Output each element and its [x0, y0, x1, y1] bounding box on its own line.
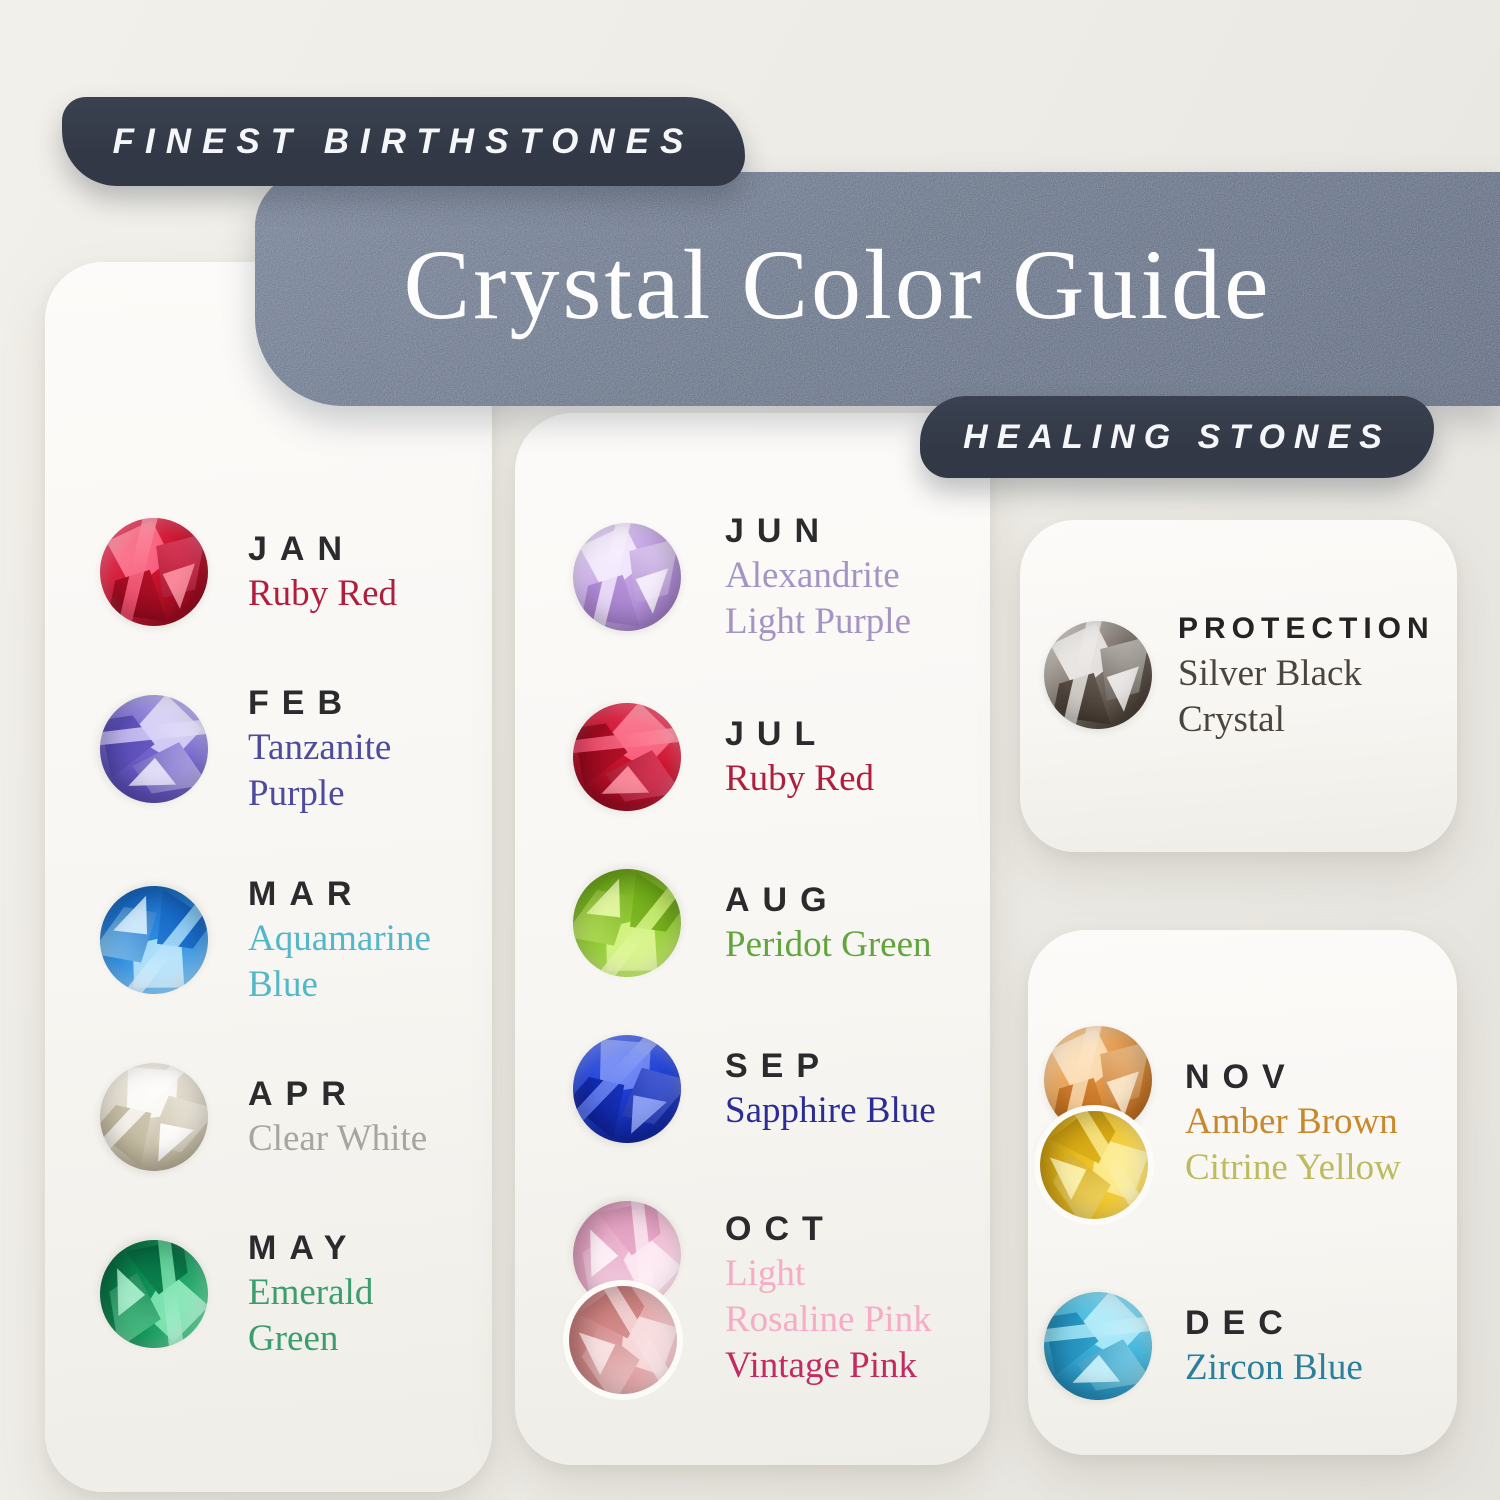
title-banner [255, 172, 1500, 406]
stone-text [1178, 607, 1435, 743]
stone-color-name: Crystal [1178, 699, 1285, 740]
stone-color-names [248, 571, 397, 617]
stone-label: FEB [248, 684, 355, 722]
protection-crystal-swatch [1044, 621, 1152, 729]
stone-color-name: Ruby Red [248, 573, 398, 614]
stone-color-names [725, 1088, 936, 1134]
stone-text [248, 681, 391, 817]
stone-color-name: Vintage Pink [725, 1344, 918, 1386]
stone-color-name: Clear White [248, 1118, 428, 1159]
healing-stones-badge [920, 396, 1434, 478]
nov-dec-list [1028, 930, 1457, 1400]
oct-item [573, 1201, 990, 1394]
stone-color-name: Alexandrite [725, 555, 900, 596]
birthstones-card-jan-may [45, 262, 492, 1492]
finest-birthstones-label: FINEST BIRTHSTONES [112, 121, 695, 161]
protection-list [1020, 520, 1457, 743]
dec-crystal-swatch [1029, 1277, 1167, 1415]
stone-label: OCT [725, 1209, 836, 1248]
nov-item [1044, 1026, 1457, 1219]
stone-label: NOV [1185, 1057, 1298, 1096]
stone-color-name: Aquamarine [248, 918, 431, 959]
page-title: Crystal Color Guide [403, 228, 1272, 340]
stone-text [248, 872, 431, 1008]
dec-item [1044, 1292, 1457, 1400]
stone-label: PROTECTION [1178, 612, 1435, 645]
stone-label: SEP [725, 1047, 833, 1085]
birthstone-list-jan-may [45, 262, 492, 1362]
crystal-swatch-group [573, 1201, 681, 1394]
jun-crystal-swatch [573, 523, 681, 631]
protection-card [1020, 520, 1457, 852]
stone-color-name: Blue [248, 964, 318, 1005]
birthstone-list-jun-oct [515, 413, 990, 1394]
sep-crystal-swatch [553, 1015, 701, 1163]
apr-crystal-swatch [80, 1043, 228, 1191]
stone-text [725, 712, 874, 802]
stone-text [1185, 1301, 1363, 1391]
mar-crystal-swatch [82, 868, 226, 1012]
birthstones-card-jun-oct [515, 413, 990, 1465]
crystal-swatch-group [100, 518, 208, 626]
crystal-swatch-group [573, 1035, 681, 1143]
stone-color-name: Citrine Yellow [1185, 1146, 1401, 1188]
stone-label: JUN [725, 512, 833, 550]
stone-color-name: Zircon Blue [1185, 1347, 1363, 1388]
nov-dec-card [1028, 930, 1457, 1455]
stone-text [725, 1044, 936, 1134]
stone-color-name: Ruby Red [725, 758, 875, 799]
nov-crystal-swatch [1018, 1089, 1171, 1242]
crystal-swatch-group [100, 886, 208, 994]
stone-label: JUL [725, 715, 829, 753]
may-item [100, 1226, 492, 1362]
feb-crystal-swatch [85, 680, 223, 818]
stone-label: MAY [248, 1229, 360, 1267]
stone-color-name: Purple [248, 773, 345, 814]
stone-text [248, 527, 397, 617]
stone-color-names [248, 1116, 427, 1162]
stone-color-name: Amber Brown [1185, 1100, 1398, 1142]
stone-color-name: Emerald [248, 1272, 374, 1313]
mar-item [100, 872, 492, 1008]
crystal-swatch-group [100, 1240, 208, 1348]
stone-color-name: Light [725, 1252, 806, 1294]
stone-text [725, 878, 932, 968]
stone-color-name: Tanzanite [248, 727, 392, 768]
protection-item [1044, 607, 1457, 743]
stone-color-names [1185, 1099, 1401, 1191]
aug-item [573, 869, 990, 977]
crystal-swatch-group [1044, 1026, 1152, 1219]
stone-color-names [248, 1270, 373, 1362]
crystal-swatch-group [1044, 621, 1152, 729]
stone-text [1185, 1055, 1401, 1191]
stone-color-names [1178, 651, 1435, 743]
stone-label: DEC [1185, 1304, 1296, 1342]
stone-label: MAR [248, 875, 365, 913]
stone-color-name: Green [248, 1318, 339, 1359]
crystal-swatch-group [100, 1063, 208, 1171]
crystal-swatch-group [100, 695, 208, 803]
stone-text [248, 1226, 373, 1362]
stone-color-name: Peridot Green [725, 924, 932, 965]
stone-color-names [248, 916, 431, 1008]
stone-text [725, 1207, 932, 1389]
jul-crystal-swatch [558, 688, 696, 826]
stone-color-names [248, 725, 391, 817]
feb-item [100, 681, 492, 817]
crystal-swatch-group [573, 869, 681, 977]
apr-item [100, 1063, 492, 1171]
stone-color-names [725, 553, 911, 645]
may-crystal-swatch [85, 1225, 223, 1363]
finest-birthstones-badge [62, 97, 745, 186]
jun-item [573, 509, 990, 645]
crystal-swatch-group [573, 703, 681, 811]
stone-color-names [725, 1251, 932, 1389]
stone-label: APR [248, 1075, 359, 1113]
crystal-swatch-group [573, 523, 681, 631]
sep-item [573, 1035, 990, 1143]
stone-color-names [725, 756, 874, 802]
jan-crystal-swatch [100, 518, 208, 626]
stone-label: AUG [725, 881, 840, 919]
healing-stones-label: HEALING STONES [963, 417, 1391, 456]
stone-color-name: Sapphire Blue [725, 1090, 936, 1131]
jan-item [100, 518, 492, 626]
aug-crystal-swatch [555, 851, 699, 995]
stone-text [725, 509, 911, 645]
stone-color-name: Light Purple [725, 601, 912, 642]
stone-text [248, 1072, 427, 1162]
stone-label: JAN [248, 530, 356, 568]
jul-item [573, 703, 990, 811]
crystal-swatch-group [1044, 1292, 1152, 1400]
stone-color-name: Silver Black [1178, 653, 1362, 694]
stone-color-names [1185, 1345, 1363, 1391]
oct-crystal-swatch [547, 1264, 700, 1417]
stone-color-names [725, 922, 932, 968]
stone-color-name: Rosaline Pink [725, 1298, 932, 1340]
